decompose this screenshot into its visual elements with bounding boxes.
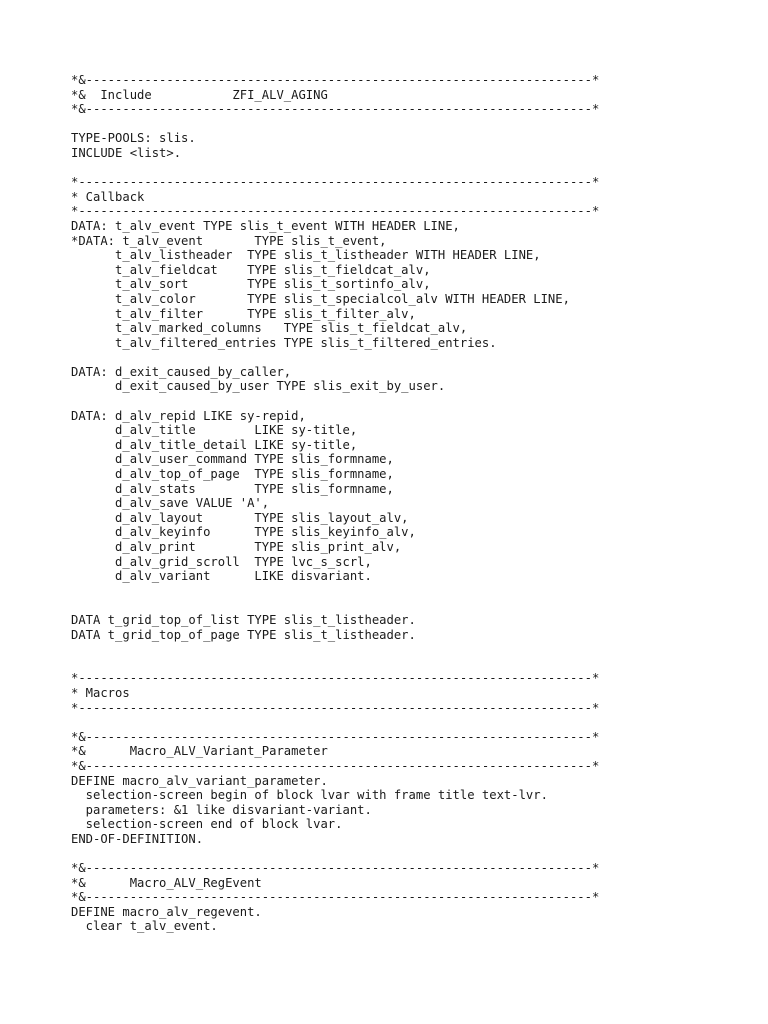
code-line: d_alv_title LIKE sy-title, [71,423,358,438]
code-line: d_alv_print TYPE slis_print_alv, [71,540,402,554]
code-line: *& Macro_ALV_Variant_Parameter [71,744,328,759]
code-line: d_alv_stats TYPE slis_formname, [71,481,394,496]
code-line: DATA: d_exit_caused_by_caller, [71,364,292,379]
code-line: *&---------------------------------------------------------------------* [71,102,600,117]
code-line: *DATA: t_alv_event TYPE slis_t_event, [71,233,387,248]
code-line: DATA t_grid_top_of_list TYPE slis_t_listheader. [71,612,416,627]
code-line: d_alv_layout TYPE slis_layout_alv, [71,510,409,525]
code-line: t_alv_filter TYPE slis_t_filter_alv, [71,306,416,321]
code-line: *& Macro_ALV_RegEvent [71,875,262,890]
code-line: * Macros [71,685,130,700]
code-line: *& Include ZFI_ALV_AGING [71,87,328,102]
code-line: END-OF-DEFINITION. [71,831,204,846]
code-line: parameters: &1 like disvariant-variant. [71,802,372,817]
code-line: d_alv_keyinfo TYPE slis_keyinfo_alv, [71,525,416,540]
code-line: DATA: d_alv_repid LIKE sy-repid, [71,408,306,423]
code-line: d_alv_variant LIKE disvariant. [71,569,372,584]
code-line: INCLUDE <list>. [71,145,182,160]
code-line: d_alv_title_detail LIKE sy-title, [71,437,358,452]
code-line: *----------------------------------------------------------------------* [71,700,600,715]
code-line: selection-screen begin of block lvar with frame title text-lvr. [71,788,548,803]
code-line: t_alv_listheader TYPE slis_t_listheader WITH HEADER LINE, [71,248,541,263]
code-line: d_alv_top_of_page TYPE slis_formname, [71,467,394,482]
code-line [71,117,751,132]
code-line [71,584,751,599]
code-line: t_alv_filtered_entries TYPE slis_t_filtered_entries. [71,335,497,350]
code-line: t_alv_sort TYPE slis_t_sortinfo_alv, [71,277,431,292]
code-line: * Callback [71,189,145,204]
code-line: DEFINE macro_alv_regevent. [71,904,262,919]
code-line: *&---------------------------------------------------------------------* [71,73,600,87]
code-line [71,657,751,672]
code-line [71,350,751,365]
code-line: *&---------------------------------------------------------------------* [71,758,600,773]
code-line: clear t_alv_event. [71,919,218,934]
code-line: t_alv_color TYPE slis_t_specialcol_alv WITH HEADER LINE, [71,291,570,306]
code-line: DATA t_grid_top_of_page TYPE slis_t_listheader. [71,627,416,642]
code-line: *----------------------------------------------------------------------* [71,204,600,219]
code-line: d_alv_save VALUE 'A', [71,496,270,511]
code-line [71,598,751,613]
code-line [71,394,751,409]
code-line: TYPE-POOLS: slis. [71,131,196,146]
code-line: selection-screen end of block lvar. [71,817,343,832]
code-line: t_alv_marked_columns TYPE slis_t_fieldcat_alv, [71,321,468,336]
code-line [71,715,751,730]
code-line: *&---------------------------------------------------------------------* [71,729,600,744]
code-line: DATA: t_alv_event TYPE slis_t_event WITH HEADER LINE, [71,218,460,233]
code-line: *&---------------------------------------------------------------------* [71,861,600,876]
code-line: DEFINE macro_alv_variant_parameter. [71,773,328,788]
code-line [71,642,751,657]
code-line: t_alv_fieldcat TYPE slis_t_fieldcat_alv, [71,262,431,277]
code-line [71,161,751,176]
code-line: d_alv_grid_scroll TYPE lvc_s_scrl, [71,554,372,569]
code-line: *----------------------------------------------------------------------* [71,671,600,686]
code-line: d_alv_user_command TYPE slis_formname, [71,452,394,467]
abap-source-code [71,73,751,934]
code-line: *----------------------------------------------------------------------* [71,175,600,190]
code-line: d_exit_caused_by_user TYPE slis_exit_by_user. [71,379,446,394]
code-line: *&---------------------------------------------------------------------* [71,890,600,905]
code-line [71,846,751,861]
document-page [71,73,751,934]
